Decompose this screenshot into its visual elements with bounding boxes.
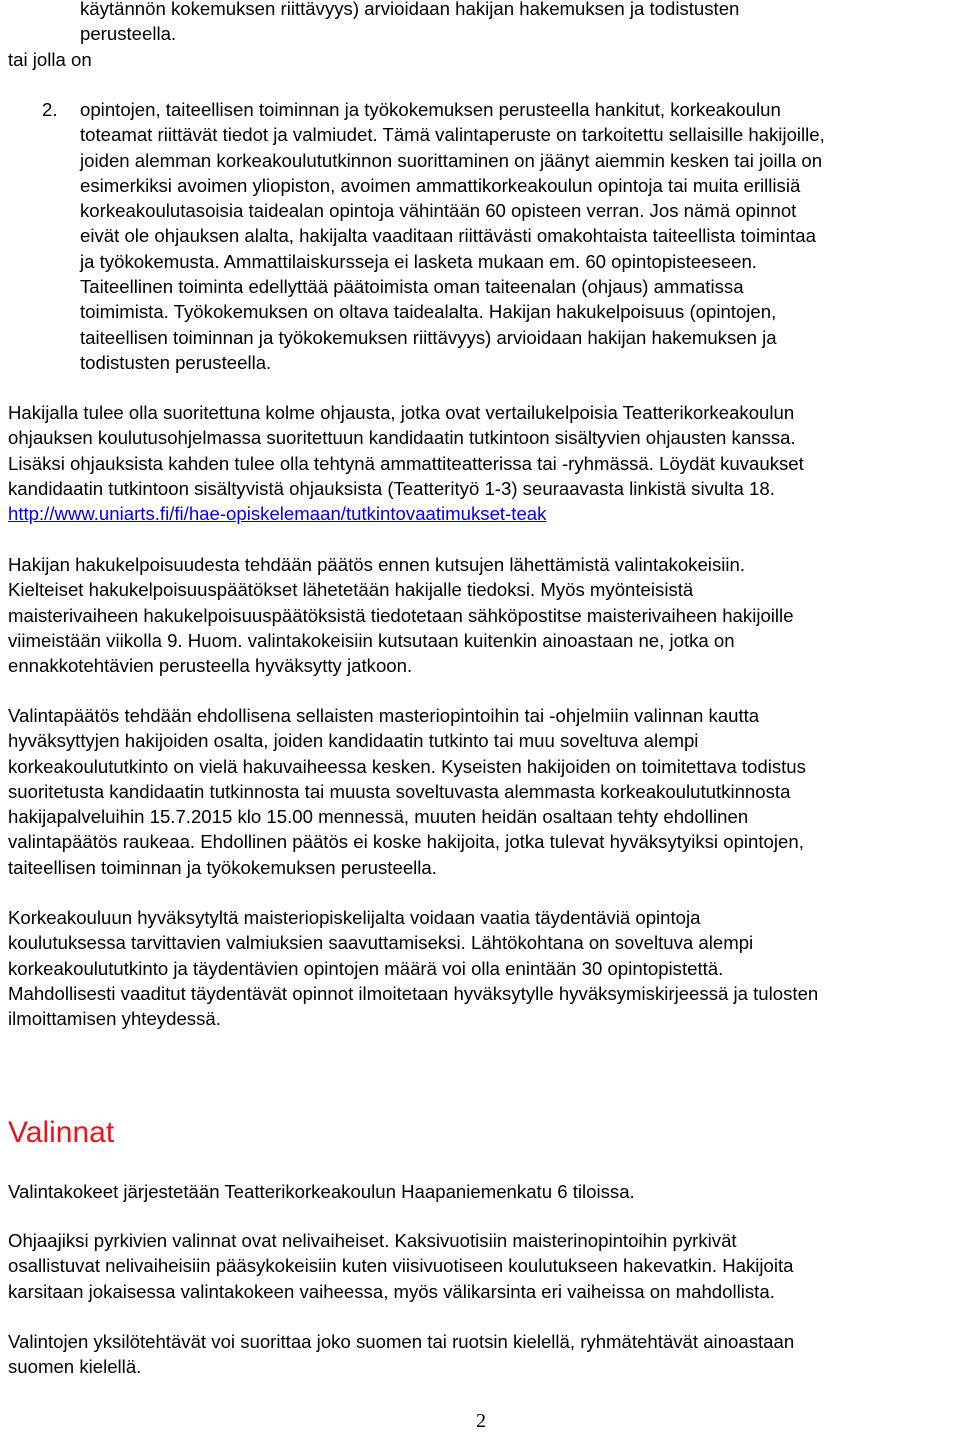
text-line: Kielteiset hakukelpoisuuspäätökset lähetetään hakijalle tiedoksi. Myös myönteisistä: [8, 579, 694, 601]
text-line: todistusten perusteella.: [80, 351, 272, 373]
text-line: Taiteellinen toiminta edellyttää päätoimista oman taiteenalan (ohjaus) ammatissa: [80, 276, 744, 298]
text-line: hakijapalveluihin 15.7.2015 klo 15.00 mennessä, muuten heidän osaltaan tehty ehdollinen: [8, 806, 749, 828]
text-line: Lisäksi ohjauksista kahden tulee olla tehtynä ammattiteatterissa tai -ryhmässä. Löydät kuvaukset: [8, 452, 804, 474]
text-line: joiden alemman korkeakoulututkinnon suorittaminen on jäänyt aiemmin kesken tai joilla on: [80, 149, 823, 171]
text-line: Valintakokeet järjestetään Teatterikorkeakoulun Haapaniemenkatu 6 tiloissa.: [8, 1181, 635, 1202]
paragraph-directing: [8, 400, 804, 526]
text-line: osallistuvat nelivaiheisiin pääsykokeisiin kuten viisivuotiseen koulutukseen hakevatkin. Hakijoita: [8, 1255, 794, 1277]
text-line: Hakijalla tulee olla suoritettuna kolme ohjausta, jotka ovat vertailukelpoisia Teatterikorkeakoulun: [8, 402, 795, 423]
or-text: tai jolla on: [8, 49, 92, 70]
text-line: kandidaatin tutkintoon sisältyvistä ohjauksista (Teatterityö 1-3) seuraavasta linkistä sivulta 18.: [8, 477, 775, 499]
list-item-2-body: [80, 97, 825, 375]
paragraph-conditional-decision: [8, 703, 806, 880]
list-item-number: 2.: [42, 99, 58, 120]
text-line: perusteella.: [80, 23, 177, 45]
text-line: korkeakoulututkinto ja täydentävien opintojen määrä voi olla enintään 30 opintopistettä.: [8, 957, 724, 979]
section-paragraph-phases: [8, 1228, 794, 1304]
text-line: karsitaan jokaisessa valintakokeen vaiheessa, myös välikarsinta eri vaiheissa on mahdollista.: [8, 1280, 775, 1302]
text-line: koulutuksessa tarvittavien valmiuksien saavuttamiseksi. Lähtökohtana on soveltuva alempi: [8, 932, 754, 954]
text-line: viimeistään viikolla 9. Huom. valintakokeisiin kutsutaan kuitenkin ainoastaan ne, jotka on: [8, 629, 735, 651]
text-line: Hakijan hakukelpoisuudesta tehdään päätös ennen kutsujen lähettämistä valintakokeisiin.: [8, 554, 746, 575]
section-paragraph-language: [8, 1329, 794, 1380]
page-number: 2: [476, 1410, 486, 1432]
text-line: valintapäätös raukeaa. Ehdollinen päätös ei koske hakijoita, jotka tulevat hyväksytyiksi opintojen,: [8, 831, 804, 853]
text-line: eivät ole ohjauksen alalta, hakijalta vaaditaan riittävästi omakohtaista taiteellista toimintaa: [80, 225, 816, 247]
text-line: taiteellisen toiminnan ja työkokemuksen riittävyys) arvioidaan hakijan hakemuksen ja: [80, 326, 777, 348]
text-line: opintojen, taiteellisen toiminnan ja työkokemuksen perusteella hankitut, korkeakoulun: [80, 99, 781, 120]
paragraph-supplementary-studies: [8, 905, 818, 1031]
paragraph-eligibility-decision: [8, 552, 794, 678]
text-line: maisterivaiheen hakukelpoisuuspäätöksistä tiedotetaan sähköpostitse maisterivaiheen hakijoille: [8, 604, 794, 626]
text-line: toteamat riittävät tiedot ja valmiudet. Tämä valintaperuste on tarkoitettu sellaisille hakijoille,: [80, 124, 825, 146]
text-line: taiteellisen toiminnan ja työkokemuksen perusteella.: [8, 856, 437, 878]
text-line: ja työkokemusta. Ammattilaiskursseja ei lasketa mukaan em. 60 opintopisteeseen.: [80, 250, 757, 272]
section-heading: Valinnat: [8, 1116, 115, 1149]
text-line: Mahdollisesti vaaditut täydentävät opinnot ilmoitetaan hyväksytylle hyväksymiskirjeessä ja tulosten: [8, 982, 819, 1004]
text-line: esimerkiksi avoimen yliopiston, avoimen ammattikorkeakoulun opintoja tai muita erillisiä: [80, 174, 801, 196]
text-line: Ohjaajiksi pyrkivien valinnat ovat nelivaiheiset. Kaksivuotisiin maisterinopintoihin pyrkivät: [8, 1230, 737, 1251]
text-line: suomen kielellä.: [8, 1356, 142, 1378]
top-continuation-text: [80, 0, 739, 47]
text-line: korkeakoulututkinto on vielä hakuvaiheessa kesken. Kyseisten hakijoiden on toimitettava todistus: [8, 755, 806, 777]
text-line: toimimista. Työkokemuksen on oltava taidealalta. Hakijan hakukelpoisuus (opintojen,: [80, 301, 777, 323]
curriculum-link[interactable]: http://www.uniarts.fi/fi/hae-opiskelemaan/tutkintovaatimukset-teak: [8, 503, 547, 525]
text-line: Valintojen yksilötehtävät voi suorittaa joko suomen tai ruotsin kielellä, ryhmätehtävät ainoastaan: [8, 1331, 795, 1352]
text-line: hyväksyttyjen hakijoiden osalta, joiden kandidaatin tutkinto tai muu soveltuva alempi: [8, 730, 699, 752]
text-line: ilmoittamisen yhteydessä.: [8, 1008, 221, 1030]
text-line: käytännön kokemuksen riittävyys) arvioidaan hakijan hakemuksen ja todistusten: [80, 0, 740, 19]
text-line: ennakkotehtävien perusteella hyväksytty jatkoon.: [8, 655, 413, 677]
text-line: korkeakoulutasoisia taidealan opintoja vähintään 60 opisteen verran. Jos nämä opinnot: [80, 200, 797, 222]
text-line: Korkeakouluun hyväksytyltä maisteriopiskelijalta voidaan vaatia täydentäviä opintoja: [8, 907, 701, 928]
text-line: Valintapäätös tehdään ehdollisena sellaisten masteriopintoihin tai -ohjelmiin valinnan kautta: [8, 705, 760, 726]
section-paragraph-location: [8, 1179, 635, 1204]
text-line: ohjauksen koulutusohjelmassa suoritettuun kandidaatin tutkintoon sisältyvien ohjausten kanssa.: [8, 427, 796, 449]
text-line: suoritetusta kandidaatin tutkinnosta tai muusta soveltuvasta alemmasta korkeakoulututkinnosta: [8, 780, 791, 802]
